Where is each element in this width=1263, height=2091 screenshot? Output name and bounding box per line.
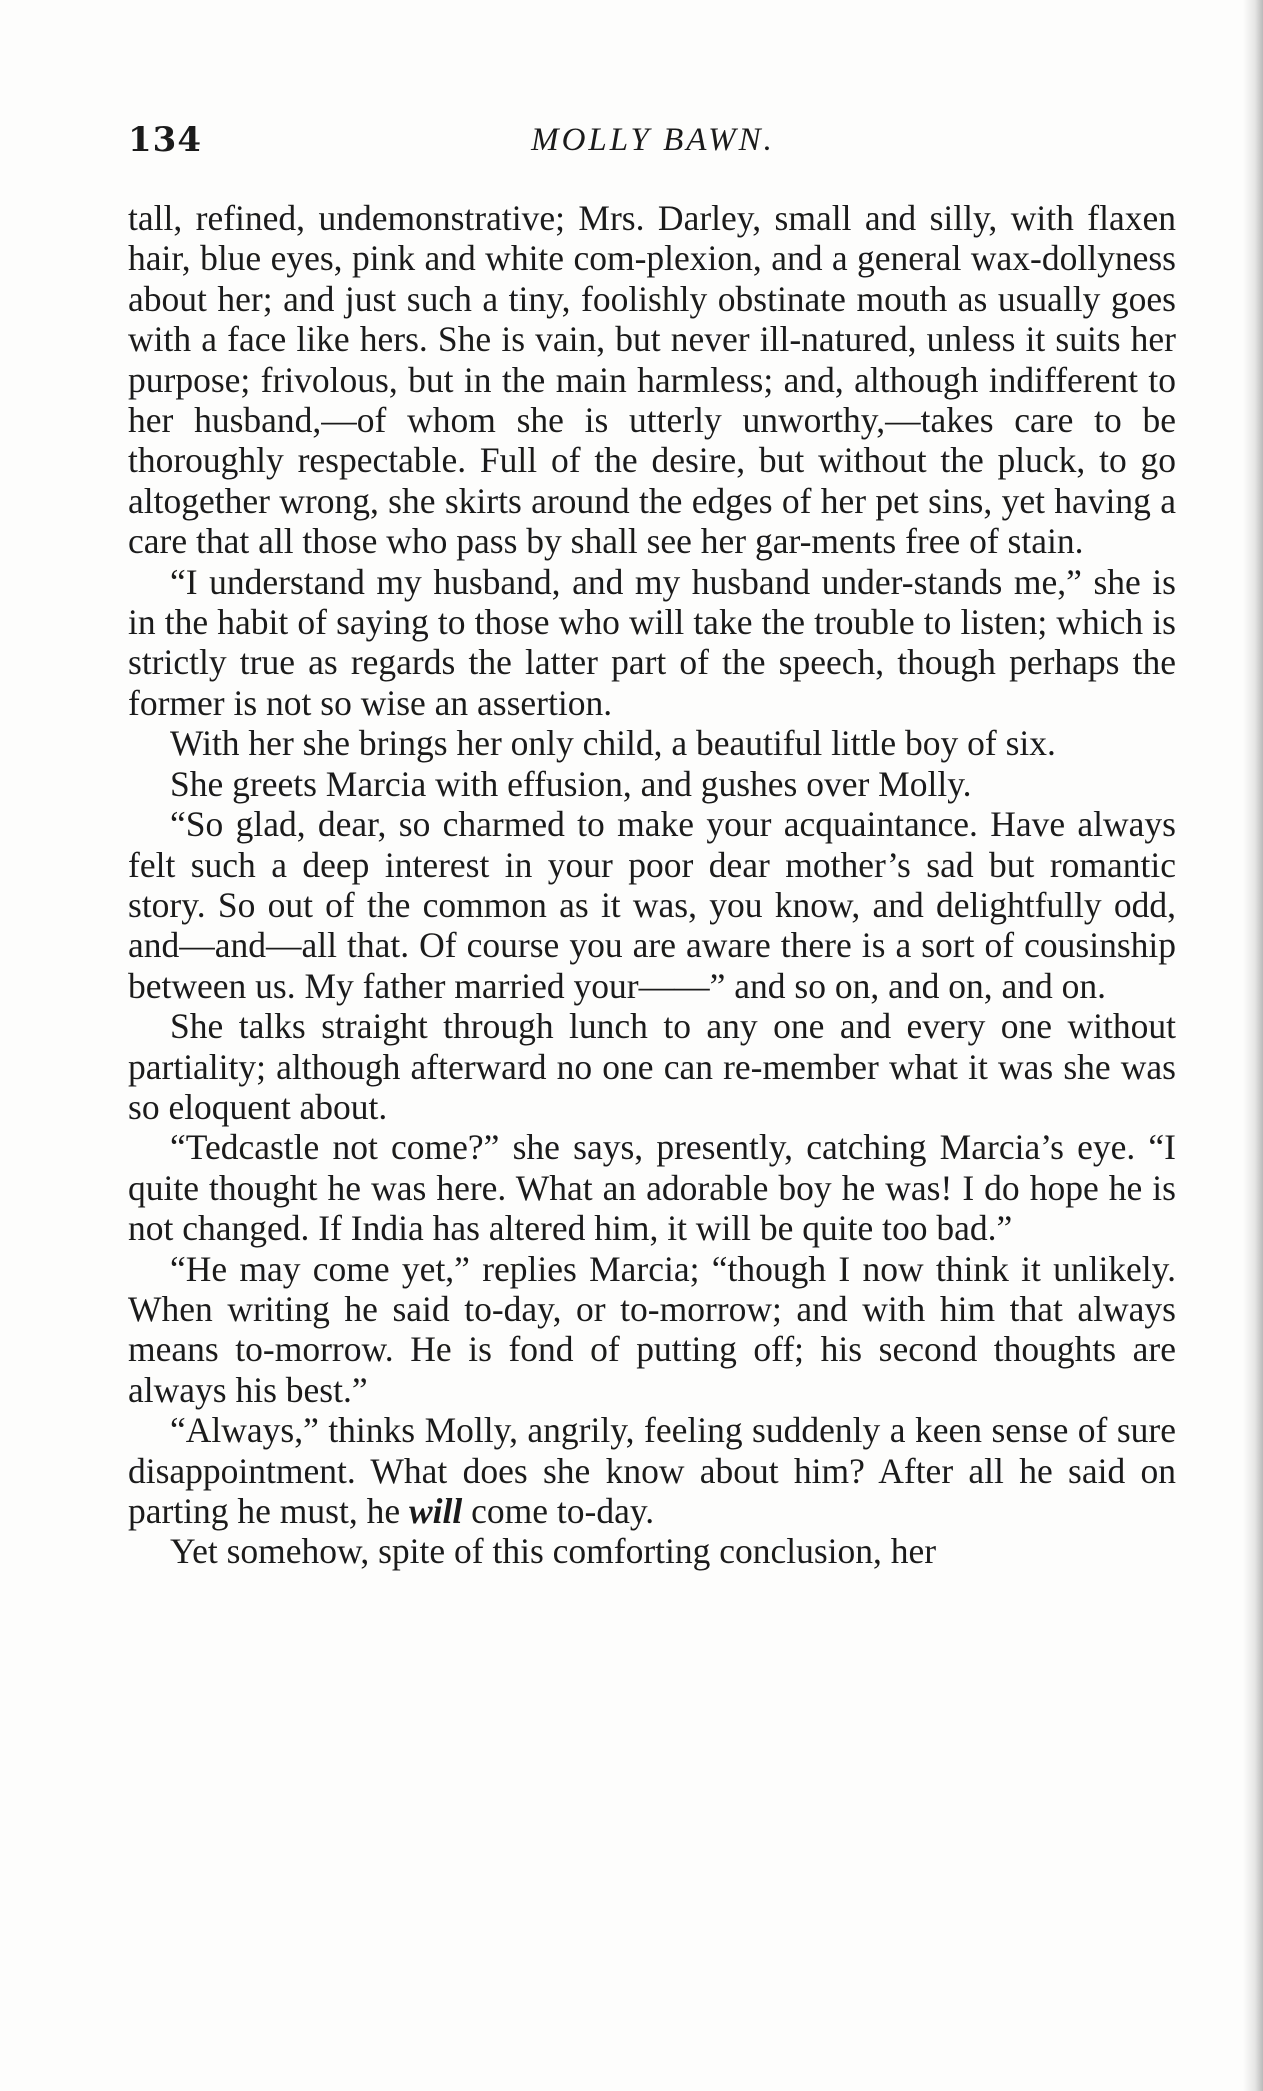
page-header bbox=[128, 120, 1178, 172]
paragraph-text: “Always,” thinks Molly, angrily, feeling suddenly a keen sense of sure disappointment. What does she know about him? After all he said on parting he must, he bbox=[128, 1410, 1176, 1531]
paragraph: “Tedcastle not come?” she says, presently, catching Marcia’s eye. “I quite thought he was here. What an adorable boy he was! I do hope he is not changed. If India has altered him, it will be quite too bad.” bbox=[128, 1127, 1176, 1249]
body-text bbox=[128, 198, 1176, 1572]
paragraph: “So glad, dear, so charmed to make your acquaintance. Have always felt such a deep interest in your poor dear mother’s sad but romantic story. So out of the common as it was, you know, and delightfully odd, and—and—all that. Of course you are aware there is a sort of cousinship between us. My father married your——” and so on, and on, and on. bbox=[128, 804, 1176, 1006]
paragraph: With her she brings her only child, a beautiful little boy of six. bbox=[170, 723, 1056, 764]
paragraph bbox=[128, 1410, 1176, 1531]
page-edge-shadow bbox=[1243, 0, 1263, 2091]
paragraph: She talks straight through lunch to any one and every one without partiality; although afterward no one can re-member what it was she was so eloquent about. bbox=[128, 1006, 1176, 1127]
paragraph-text: come to-day. bbox=[462, 1491, 655, 1531]
paragraph: She greets Marcia with effusion, and gushes over Molly. bbox=[170, 763, 972, 804]
emphasized-word: will bbox=[408, 1491, 463, 1531]
paragraph: Yet somehow, spite of this comforting conclusion, her bbox=[170, 1531, 937, 1572]
paragraph: “He may come yet,” replies Marcia; “though I now think it unlikely. When writing he said to-day, or to-morrow; and with him that always means to-morrow. He is fond of putting off; his second thoughts are always his best.” bbox=[128, 1248, 1176, 1410]
running-title: MOLLY BAWN. bbox=[531, 122, 775, 158]
paragraph: tall, refined, undemonstrative; Mrs. Darley, small and silly, with flaxen hair, blue eyes, pink and white com-plexion, and a general wax-dollyness about her; and just such a tiny, foolishly obstinate mouth as usually goes with a face like hers. She is vain, but never ill-natured, unless it suits her purpose; frivolous, but in the main harmless; and, although indifferent to her husband,—of whom she is utterly unworthy,—takes care to be thoroughly respectable. Full of the desire, but without the pluck, to go altogether wrong, she skirts around the edges of her pet sins, yet having a care that all those who pass by shall see her gar-ments free of stain. bbox=[128, 198, 1176, 562]
paragraph: “I understand my husband, and my husband under-stands me,” she is in the habit of saying to those who will take the trouble to listen; which is strictly true as regards the latter part of the speech, though perhaps the former is not so wise an assertion. bbox=[128, 561, 1176, 723]
page-number: 134 bbox=[128, 120, 202, 160]
